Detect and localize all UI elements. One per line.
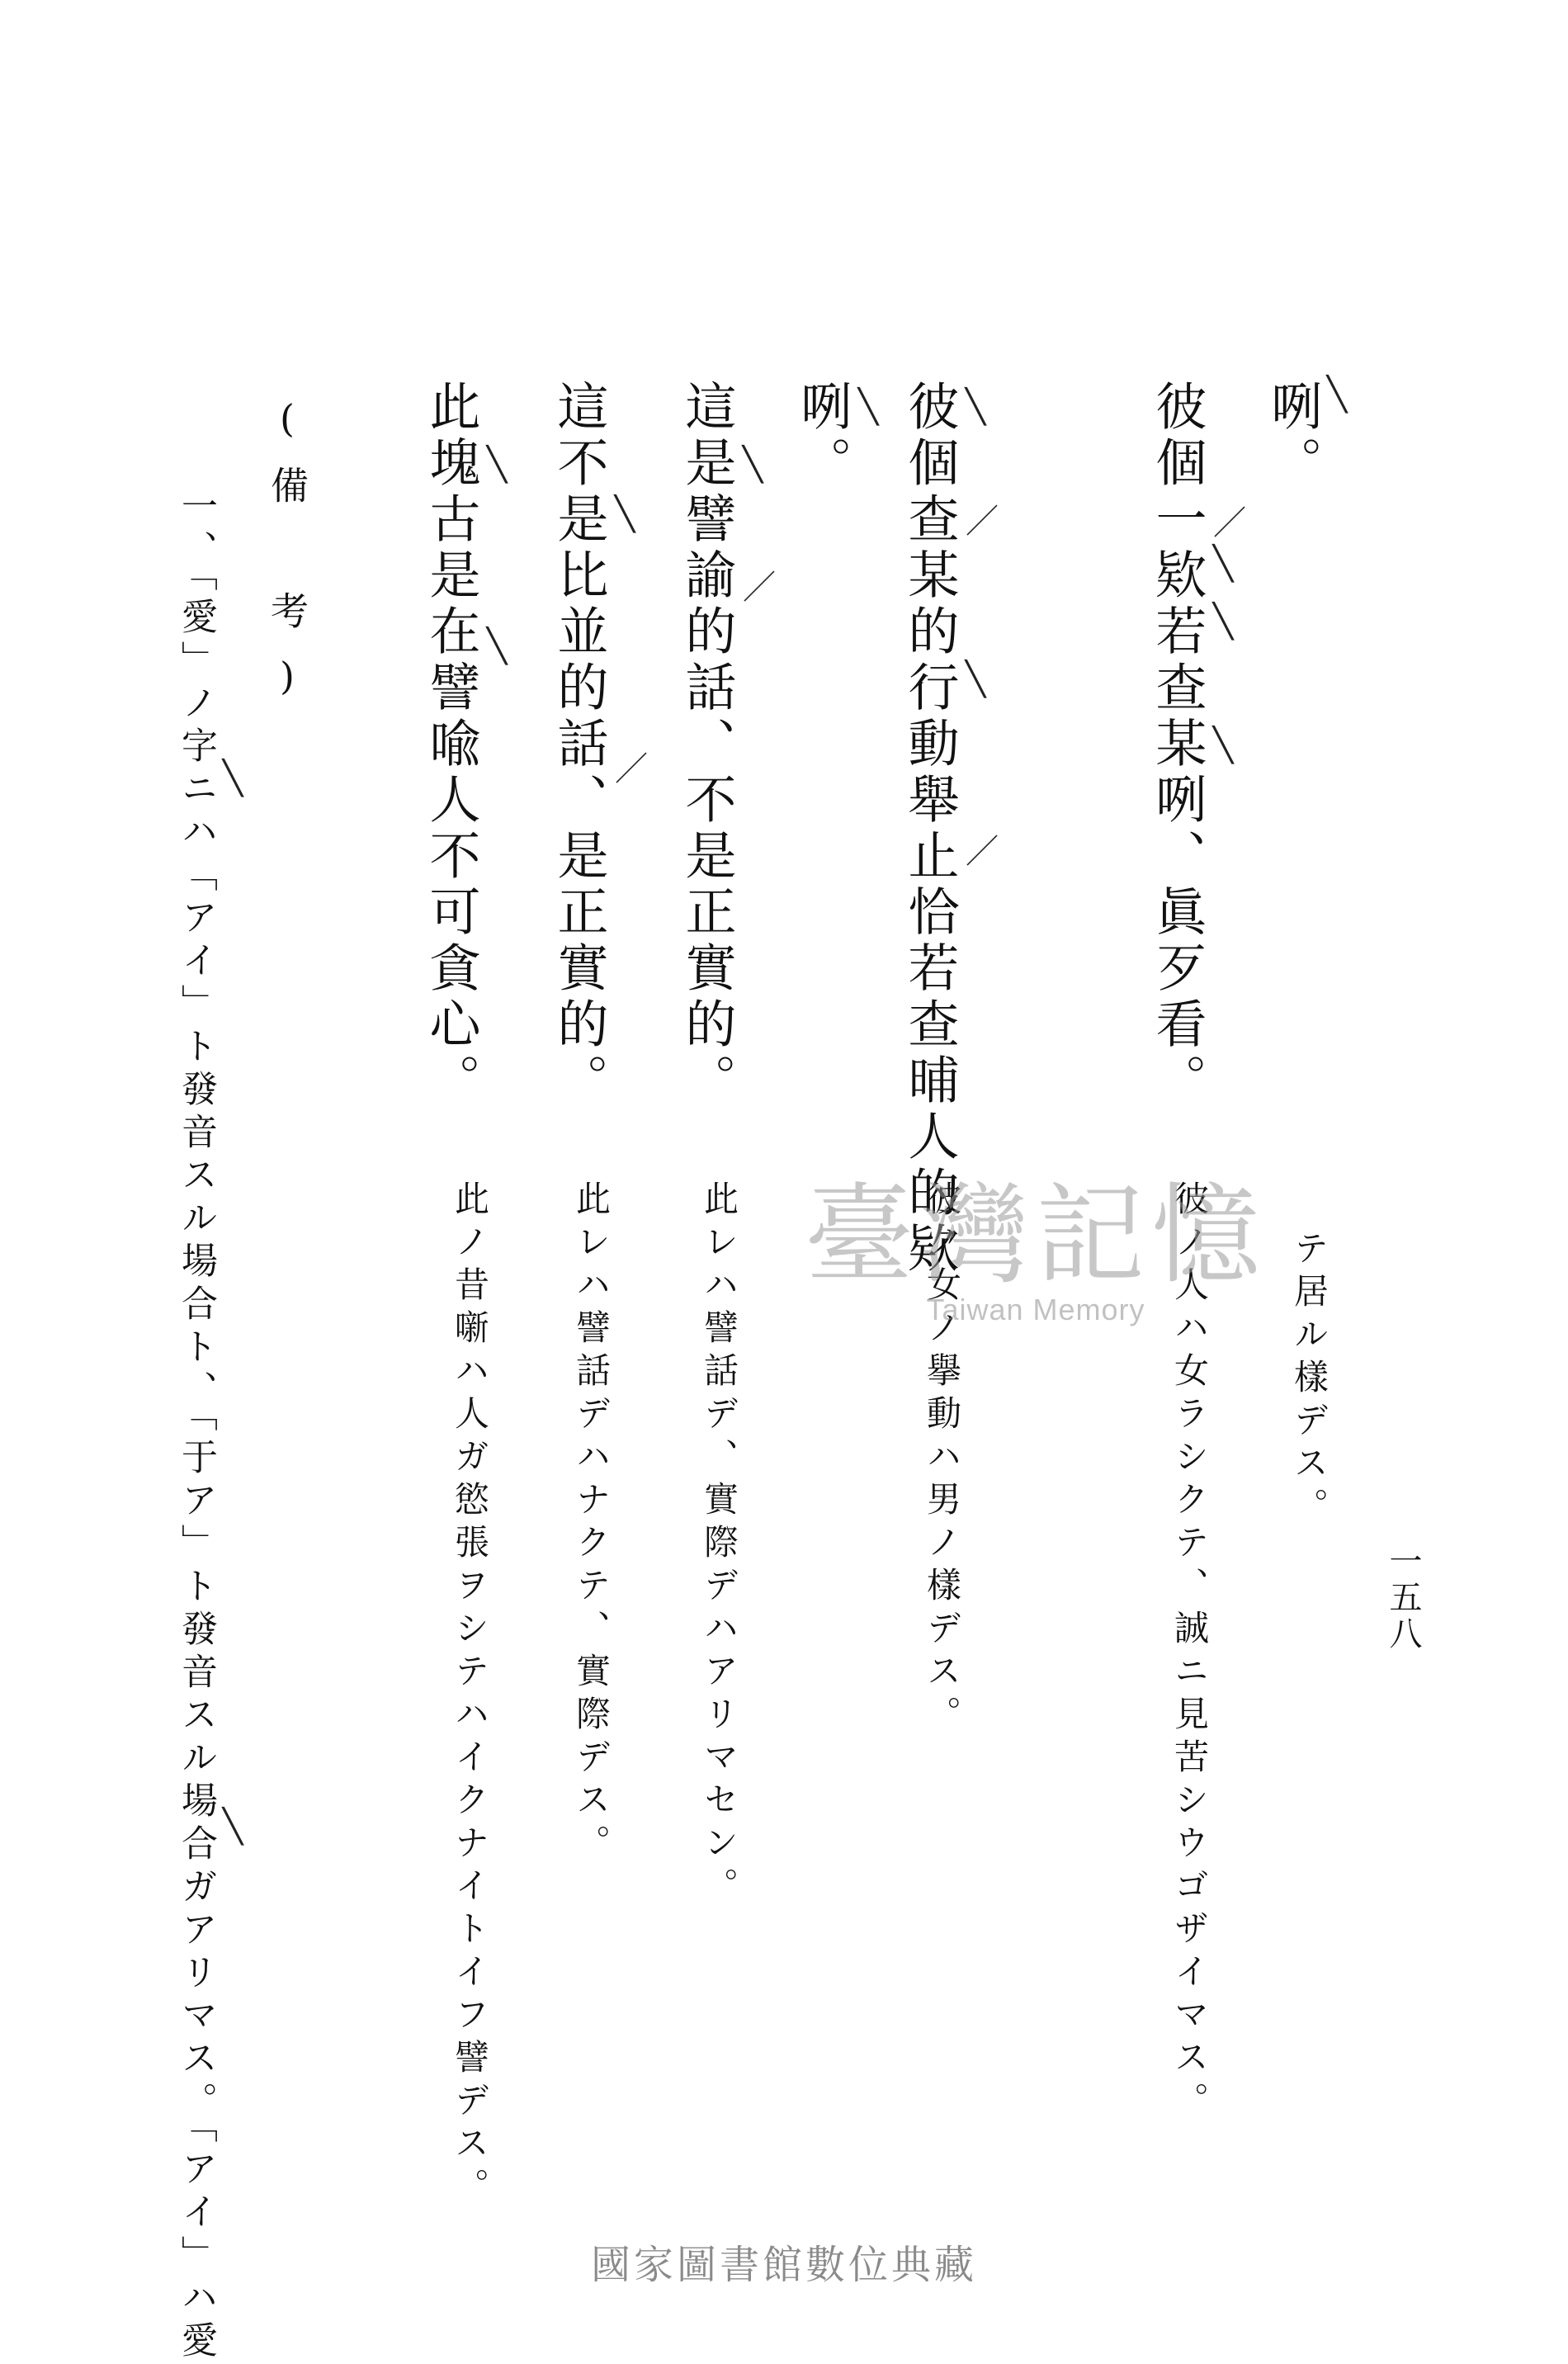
- tone-mark: ╲: [1327, 376, 1348, 414]
- tone-mark: ╲: [1213, 603, 1234, 641]
- tone-mark: ╲: [966, 660, 986, 698]
- watermark-title: 臺灣記憶: [805, 1172, 1267, 1299]
- notes-heading: (備 考): [265, 396, 309, 723]
- tone-mark: ／: [966, 503, 999, 541]
- dialogue-line: 咧。: [792, 380, 852, 492]
- tone-mark: ╲: [858, 388, 879, 426]
- tone-mark: ／: [966, 833, 999, 871]
- translation-line: 此レハ譬話デ、實際デハアリマセン。: [699, 1180, 739, 1910]
- tone-mark: ╲: [487, 446, 508, 484]
- page-number: 一五八: [1384, 1544, 1422, 1652]
- dialogue-line: 此塊古是在譬喩人不可貪心。: [421, 380, 481, 1109]
- tone-mark: ╲: [1213, 726, 1234, 764]
- dialogue-line: 這是譬諭的話、不是正實的。: [677, 380, 737, 1109]
- translation-line: 此ノ昔噺ハ人ガ慾張ヲシテハイクナイトイフ譬デス。: [450, 1180, 490, 2210]
- tone-mark: ╲: [223, 1808, 243, 1846]
- translation-line: 彼ノ女ノ擧動ハ男ノ樣デス。: [922, 1180, 962, 1738]
- tone-mark: ╲: [487, 627, 508, 665]
- dialogue-line: 彼個查某的行動舉止恰若查晡人的欵: [900, 380, 960, 1278]
- dialogue-line: 這不是比並的話、是正實的。: [549, 380, 609, 1109]
- tone-mark: ╲: [223, 759, 243, 797]
- translation-line: 此レハ譬話デハナクテ、實際デス。: [571, 1180, 612, 1867]
- dialogue-line: 咧。: [1263, 380, 1323, 492]
- translation-line: 彼ノ人ハ女ラシクテ、誠ニ見苦シウゴザイマス。: [1169, 1180, 1210, 2125]
- tone-mark: ╲: [743, 446, 763, 484]
- note-line: 一、「愛」ノ字ニハ「アイ」ト發音スル場合ト、「于ア」ト發音スル場合ガアリマス。「アイ」ハ愛: [175, 487, 217, 2364]
- watermark-logo: [788, 1147, 1283, 1327]
- tone-mark: ／: [1213, 504, 1246, 542]
- archive-footer: 國家圖書館數位典藏: [590, 2242, 977, 2288]
- tone-mark: ╲: [1213, 545, 1234, 583]
- translation-line: テ居ル樣デス。: [1289, 1230, 1329, 1530]
- tone-mark: ／: [743, 569, 776, 607]
- watermark-subtitle: Taiwan Memory: [926, 1293, 1145, 1326]
- tone-mark: ╲: [966, 388, 986, 426]
- tone-mark: ／: [615, 750, 648, 788]
- tone-mark: ╲: [615, 495, 635, 533]
- dialogue-line: 彼個一欵若查某咧、眞歹看。: [1147, 380, 1207, 1109]
